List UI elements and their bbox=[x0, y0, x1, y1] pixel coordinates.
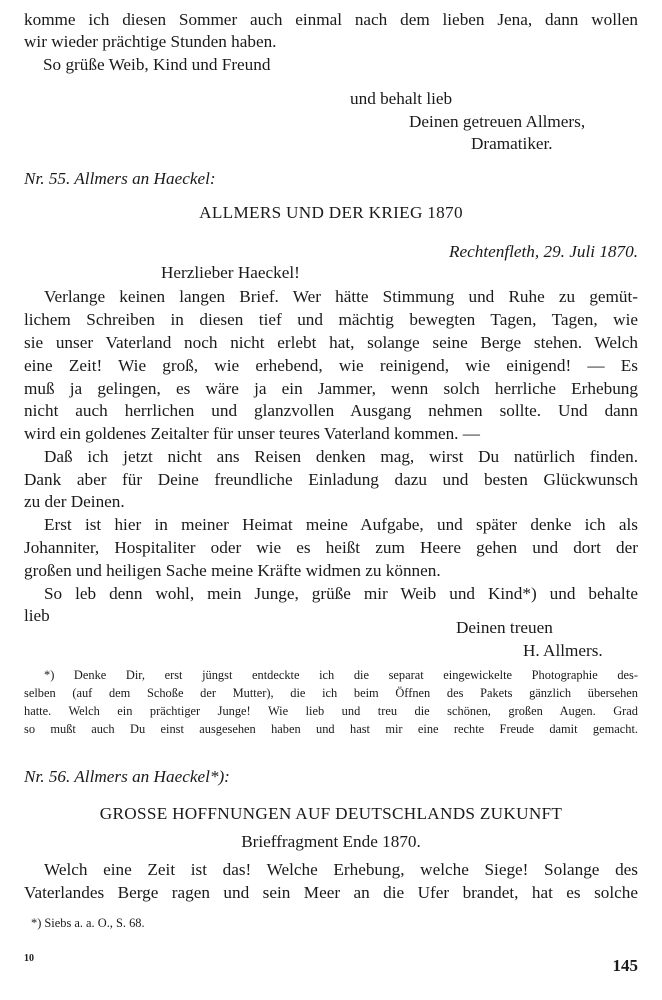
letter56-subtitle: Brieffragment Ende 1870. bbox=[241, 832, 421, 851]
letter54-line-1: komme ich diesen Sommer auch einmal nach dem lieben Jena, dann wollen bbox=[24, 10, 638, 29]
letter55-body-line: Johanniter, Hospitaliter oder wie es heißt zum Heere gehen und dort der bbox=[24, 538, 638, 557]
letter55-body-line: lieb bbox=[24, 606, 50, 625]
letter55-dateline: Rechtenfleth, 29. Juli 1870. bbox=[448, 242, 638, 261]
letter56-body-line: Vaterlandes Berge ragen und sein Meer an die Ufer brandet, hat es solche bbox=[24, 883, 638, 902]
letter56-header: Nr. 56. Allmers an Haeckel*): bbox=[24, 767, 230, 786]
letter55-body-line: Daß ich jetzt nicht ans Reisen denken mag, wirst Du natürlich finden. bbox=[44, 447, 638, 466]
letter56-title: GROSSE HOFFNUNGEN AUF DEUTSCHLANDS ZUKUNFT bbox=[99, 804, 563, 823]
page-number: 145 bbox=[612, 956, 638, 975]
letter55-signature: H. Allmers. bbox=[523, 641, 603, 660]
letter55-body-line: sie unser Vaterland noch nicht erlebt hat, solange seine Berge stehen. Welch bbox=[24, 333, 638, 352]
letter55-body-line: muß ja gelingen, es wäre ja ein Jammer, wenn solch herrliche Erhebung bbox=[24, 379, 638, 398]
letter55-body-line: lichem Schreiben in diesen tief und mächtig bewegten Tagen, Tagen, wie bbox=[24, 310, 638, 329]
letter55-closing: Deinen treuen bbox=[456, 618, 553, 637]
letter55-body-line: Verlange keinen langen Brief. Wer hätte Stimmung und Ruhe zu gemüt- bbox=[44, 287, 638, 306]
letter55-body-line: So leb denn wohl, mein Junge, grüße mir Weib und Kind*) und behalte bbox=[44, 584, 638, 603]
letter55-footnote-line: so mußt auch Du einst ausgesehen haben und hast mir eine rechte Freude damit gemacht. bbox=[24, 722, 638, 736]
letter55-header: Nr. 55. Allmers an Haeckel: bbox=[24, 169, 216, 188]
letter55-salutation: Herzlieber Haeckel! bbox=[161, 263, 300, 282]
letter55-body-line: nicht auch herrlichen und glanzvollen Ausgang nehmen sollte. Und dann bbox=[24, 401, 638, 420]
letter55-body-line: Dank aber für Deine freundliche Einladung dazu und besten Glückwunsch bbox=[24, 470, 638, 489]
letter55-footnote-line: selben (auf dem Schoße der Mutter), die ich beim Öffnen des Pakets gänzlich übersehen bbox=[24, 686, 638, 700]
letter55-body-line: großen und heiligen Sache meine Kräfte widmen zu können. bbox=[24, 561, 441, 580]
letter55-body-line: eine Zeit! Wie groß, wie erhebend, wie reinigend, wie einigend! — Es bbox=[24, 356, 638, 375]
letter55-body-line: Erst ist hier in meiner Heimat meine Aufgabe, und später denke ich als bbox=[44, 515, 638, 534]
letter55-body-line: wird ein goldenes Zeitalter für unser teures Vaterland kommen. — bbox=[24, 424, 480, 443]
letter55-footnote-line: hatte. Welch ein prächtiger Junge! Wie lieb und treu die schönen, großen Augen. Grad bbox=[24, 704, 638, 718]
letter54-line-2: wir wieder prächtige Stunden haben. bbox=[24, 32, 277, 51]
letter54-line-5: Deinen getreuen Allmers, bbox=[409, 112, 586, 131]
letter54-line-4: und behalt lieb bbox=[350, 89, 453, 108]
letter55-body-line: zu der Deinen. bbox=[24, 492, 125, 511]
letter54-line-6: Dramatiker. bbox=[471, 134, 553, 153]
letter54-line-3: So grüße Weib, Kind und Freund bbox=[43, 55, 271, 74]
letter56-footnote: *) Siebs a. a. O., S. 68. bbox=[31, 916, 145, 930]
signature-mark: 10 bbox=[24, 953, 34, 964]
letter55-title: ALLMERS UND DER KRIEG 1870 bbox=[199, 203, 463, 222]
letter55-footnote-line: *) Denke Dir, erst jüngst entdeckte ich die separat eingewickelte Photographie des- bbox=[44, 668, 638, 682]
letter56-body-line: Welch eine Zeit ist das! Welche Erhebung, welche Siege! Solange des bbox=[44, 860, 638, 879]
